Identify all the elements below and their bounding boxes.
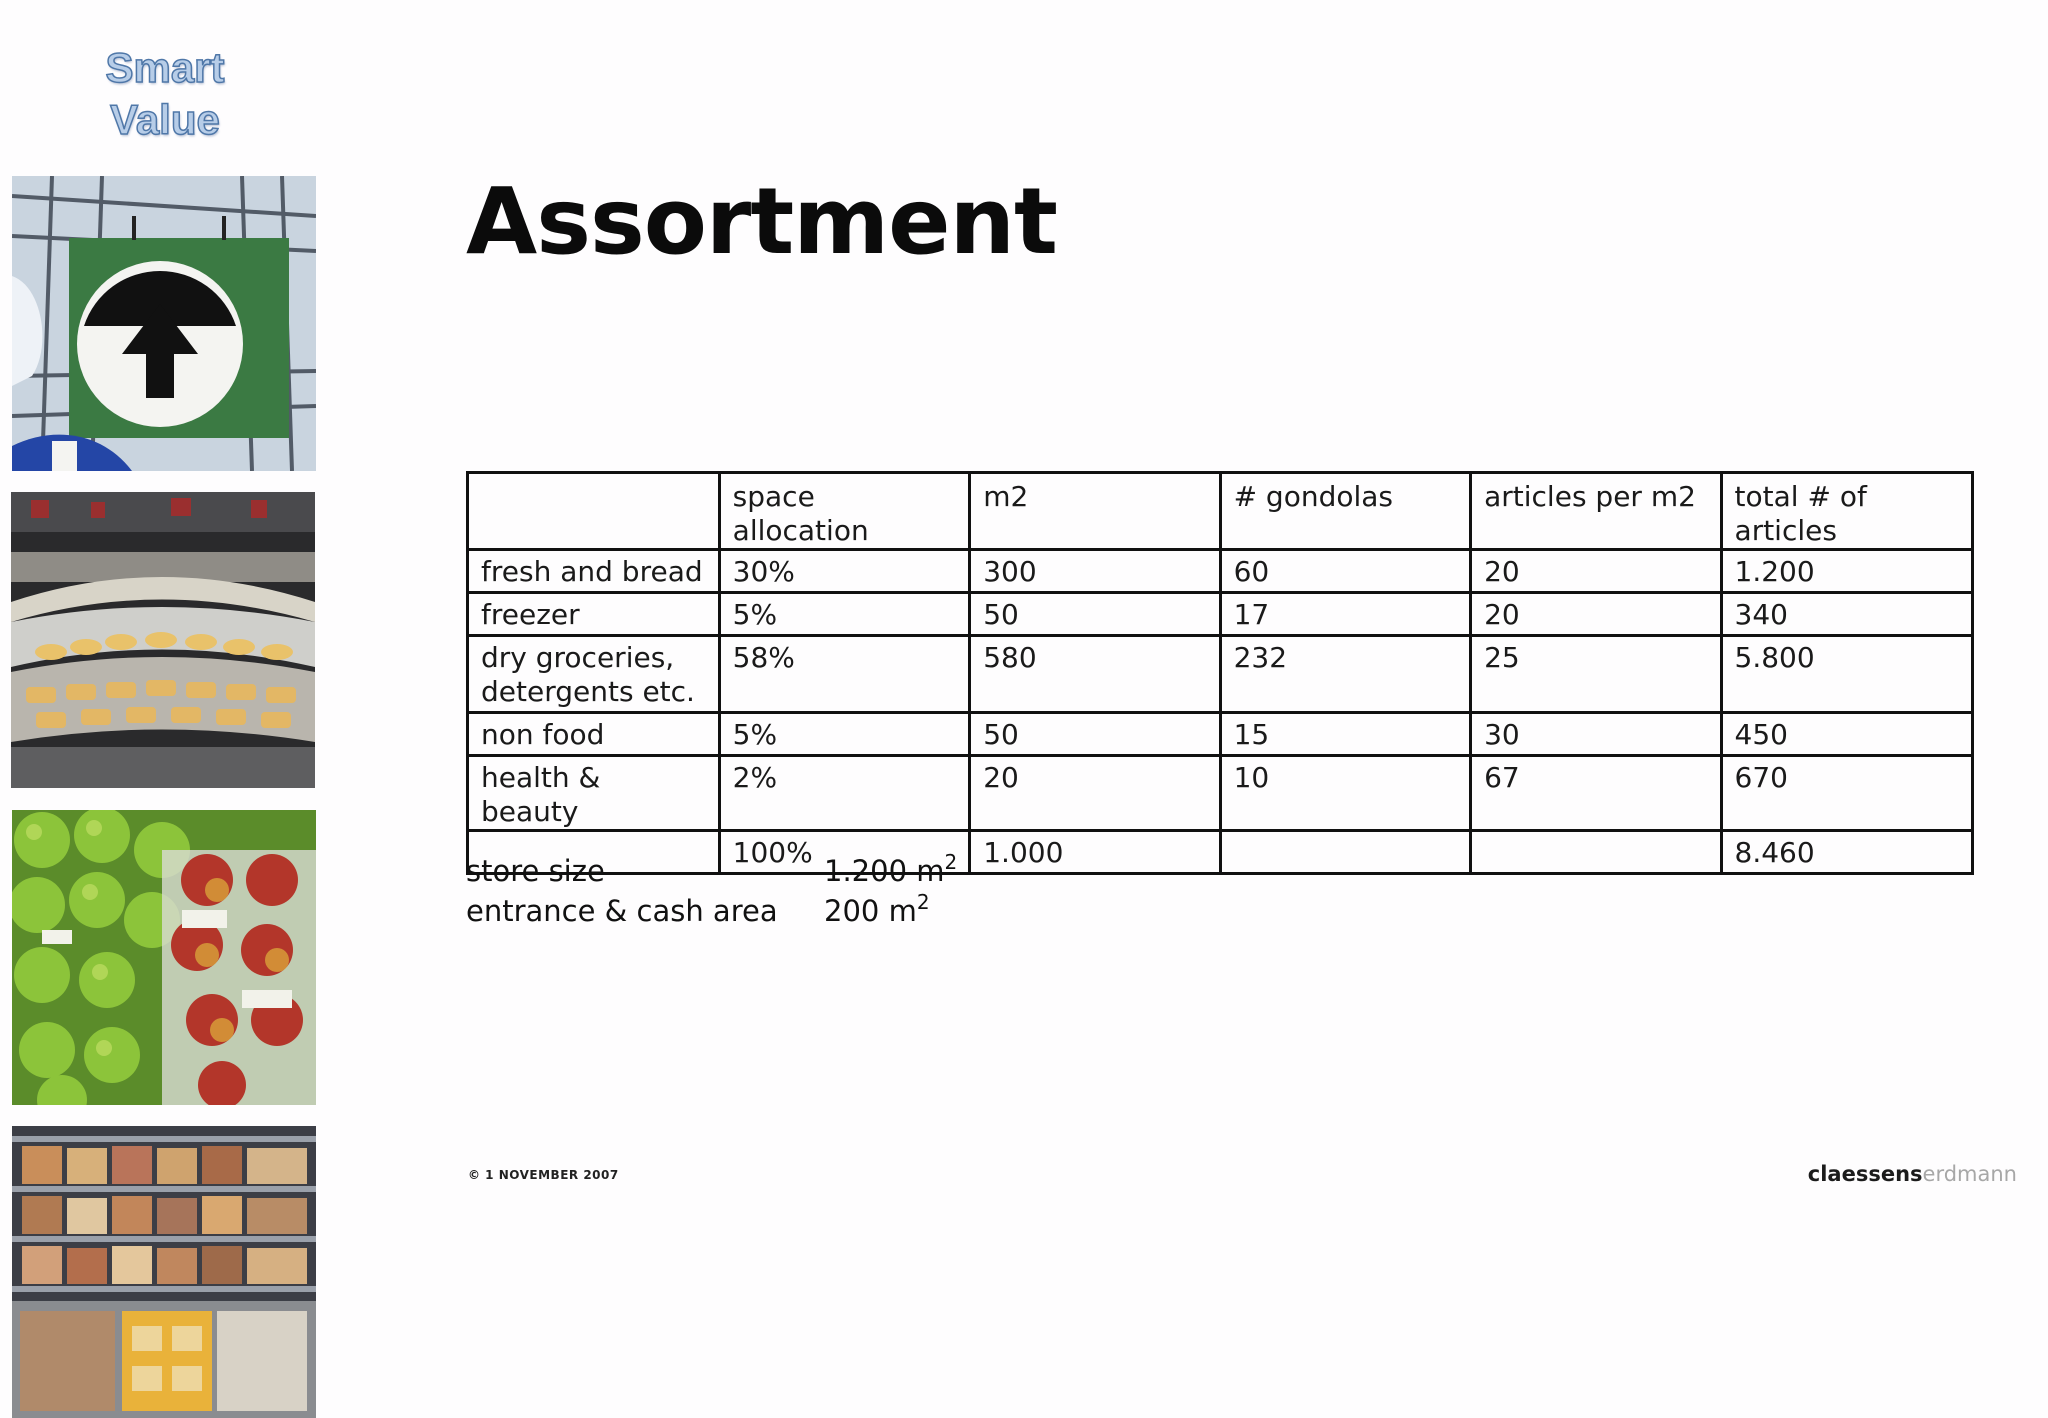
table-cell: dry groceries, detergents etc. bbox=[468, 636, 720, 713]
table-cell: 50 bbox=[970, 713, 1220, 756]
table-cell: 8.460 bbox=[1721, 831, 1972, 874]
table-row bbox=[468, 713, 1973, 756]
smart-value-logo bbox=[85, 42, 245, 146]
table-cell: 1.000 bbox=[970, 831, 1220, 874]
table-cell: 25 bbox=[1471, 636, 1721, 713]
table-cell bbox=[1471, 831, 1721, 874]
unit-superscript: 2 bbox=[944, 850, 958, 874]
brand-logo bbox=[1808, 1162, 2017, 1186]
entrance-value bbox=[824, 890, 930, 928]
table-cell: 300 bbox=[970, 550, 1220, 593]
table-row bbox=[468, 756, 1973, 831]
table-cell: 58% bbox=[719, 636, 970, 713]
table-cell: 15 bbox=[1220, 713, 1471, 756]
table-row bbox=[468, 593, 1973, 636]
photo-shelves bbox=[12, 1126, 316, 1418]
table-cell: freezer bbox=[468, 593, 720, 636]
table-cell: fresh and bread bbox=[468, 550, 720, 593]
photo-apples bbox=[12, 810, 316, 1105]
logo-line-1: Smart bbox=[105, 44, 225, 91]
table-cell: 1.200 bbox=[1721, 550, 1972, 593]
photo-bakery-display bbox=[11, 492, 315, 788]
table-cell: 20 bbox=[1471, 593, 1721, 636]
table-cell: 30% bbox=[719, 550, 970, 593]
table-cell bbox=[1220, 831, 1471, 874]
header-cell bbox=[468, 473, 720, 550]
table-cell: 2% bbox=[719, 756, 970, 831]
table-cell: 5.800 bbox=[1721, 636, 1972, 713]
table-row bbox=[468, 636, 1973, 713]
photo-arrow-sign bbox=[12, 176, 316, 471]
header-cell: # gondolas bbox=[1220, 473, 1471, 550]
table-row bbox=[468, 550, 1973, 593]
entrance-number: 200 m bbox=[824, 894, 917, 928]
table-cell: health & beauty bbox=[468, 756, 720, 831]
table-cell: 67 bbox=[1471, 756, 1721, 831]
assortment-table bbox=[466, 471, 1974, 875]
table-cell: non food bbox=[468, 713, 720, 756]
header-cell: m2 bbox=[970, 473, 1220, 550]
header-cell: total # of articles bbox=[1721, 473, 1972, 550]
header-cell: articles per m2 bbox=[1471, 473, 1721, 550]
header-cell: space allocation bbox=[719, 473, 970, 550]
table-cell: 50 bbox=[970, 593, 1220, 636]
store-size-value bbox=[824, 850, 957, 888]
table-cell: 100% bbox=[719, 831, 970, 874]
table-cell: 60 bbox=[1220, 550, 1471, 593]
table-cell: 30 bbox=[1471, 713, 1721, 756]
brand-part-1: claessens bbox=[1807, 1162, 1923, 1186]
logo-line-2: Value bbox=[110, 96, 220, 143]
table-cell: 17 bbox=[1220, 593, 1471, 636]
unit-superscript: 2 bbox=[916, 890, 930, 914]
table-cell: 580 bbox=[970, 636, 1220, 713]
table-cell: 670 bbox=[1721, 756, 1972, 831]
table-cell: 5% bbox=[719, 713, 970, 756]
table-cell: 20 bbox=[1471, 550, 1721, 593]
table-cell: 340 bbox=[1721, 593, 1972, 636]
page-title: Assortment bbox=[466, 168, 1058, 275]
store-facts bbox=[466, 848, 957, 928]
store-size-number: 1.200 m bbox=[824, 854, 945, 888]
table-cell: 20 bbox=[970, 756, 1220, 831]
entrance-label: entrance & cash area bbox=[466, 894, 778, 928]
entrance-row bbox=[466, 888, 957, 928]
footer-date: © 1 NOVEMBER 2007 bbox=[468, 1168, 619, 1182]
brand-part-2: erdmann bbox=[1922, 1162, 2017, 1186]
store-size-row bbox=[466, 848, 957, 888]
table-cell: 450 bbox=[1721, 713, 1972, 756]
store-size-label: store size bbox=[466, 854, 605, 888]
table-header-row bbox=[468, 473, 1973, 550]
table-cell: 5% bbox=[719, 593, 970, 636]
table-cell: 232 bbox=[1220, 636, 1471, 713]
table-cell: 10 bbox=[1220, 756, 1471, 831]
